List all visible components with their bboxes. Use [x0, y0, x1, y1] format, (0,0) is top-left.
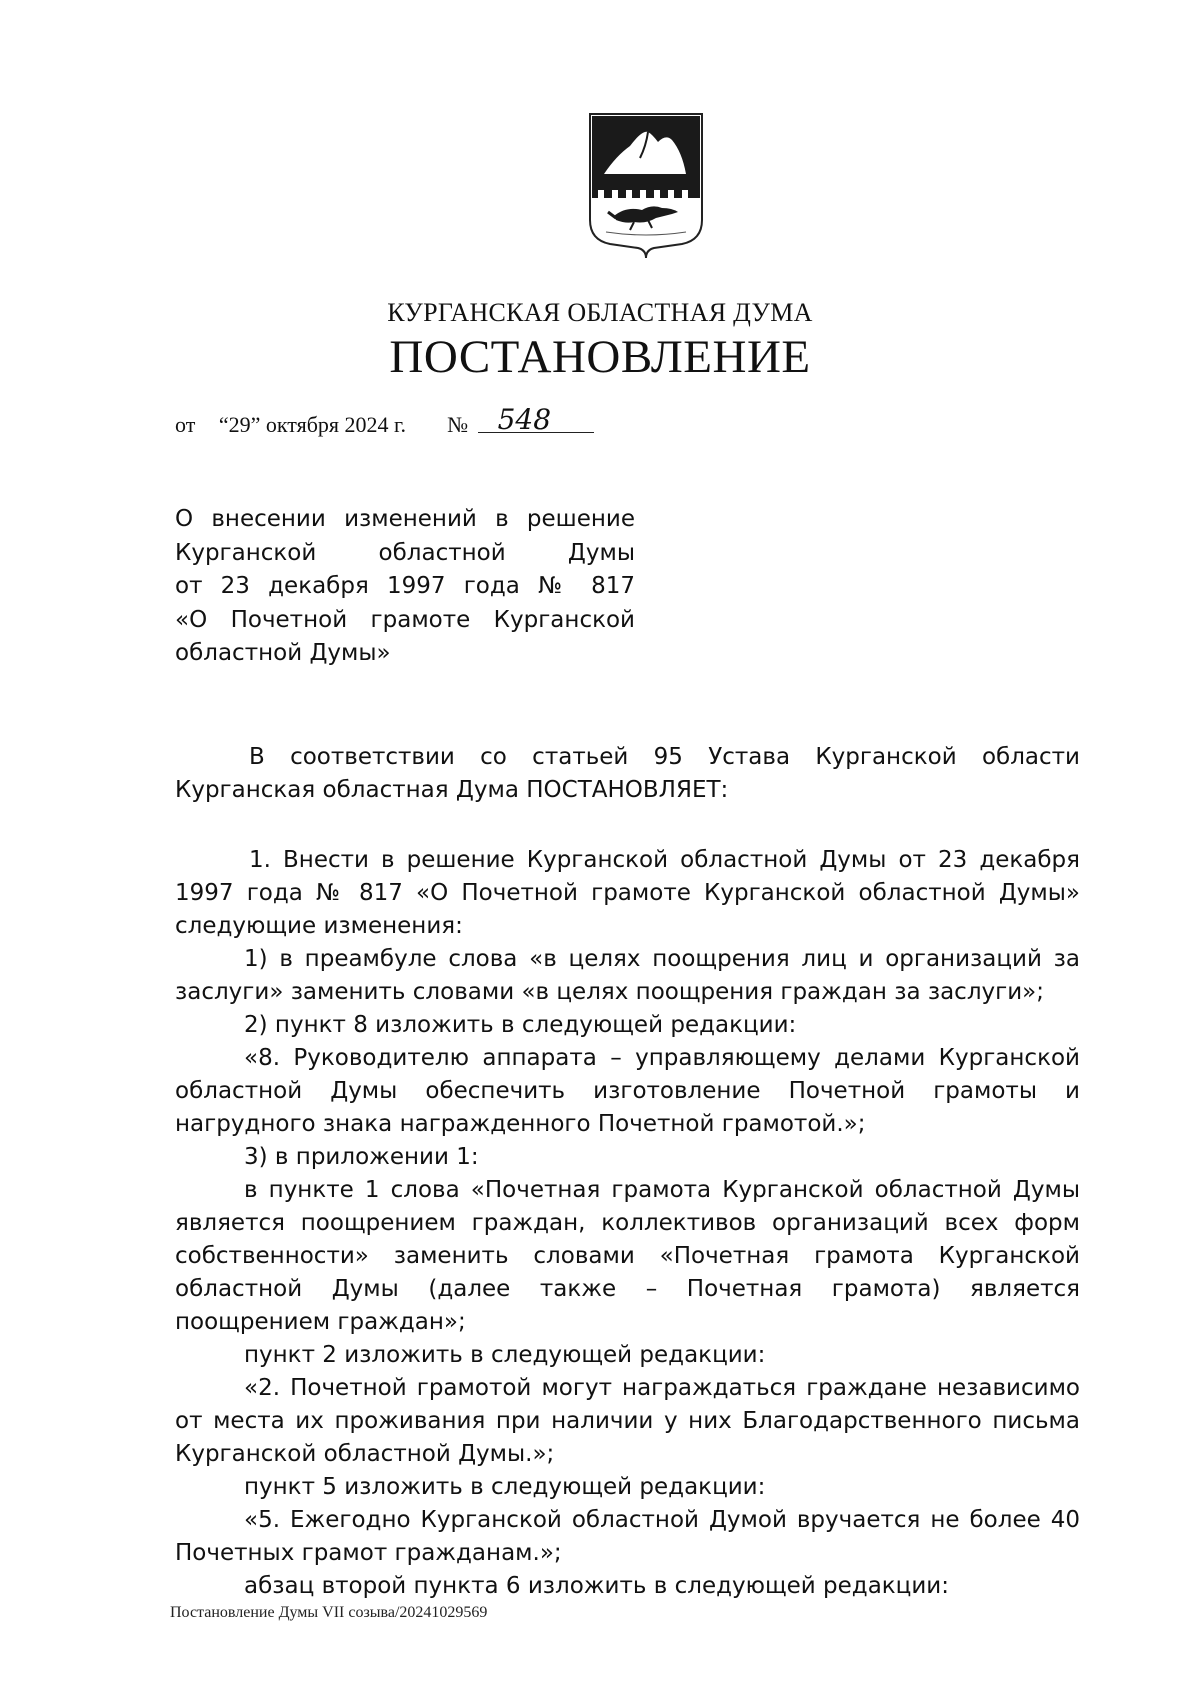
preamble-paragraph: В соответствии со статьей 95 Устава Курганской области Курганская областная Дума ПОСТАНОВЛЯЕТ:: [175, 744, 1080, 803]
body-paragraph: 3) в приложении 1:: [244, 1144, 479, 1170]
document-footer: Постановление Думы VII созыва/20241029569: [170, 1604, 488, 1621]
body-paragraph: абзац второй пункта 6 изложить в следующей редакции:: [244, 1573, 949, 1599]
document-subject-title: [175, 503, 635, 671]
document-date: “29” октября 2024 г.: [218, 412, 407, 437]
body-paragraph: 1. Внести в решение Курганской областной Думы от 23 декабря 1997 года № 817 «О Почетной грамоте Курганской областной Думы» следующие изменения:: [175, 847, 1080, 939]
body-paragraph: «5. Ежегодно Курганской областной Думой вручается не более 40 Почетных грамот гражданам.»;: [175, 1507, 1080, 1566]
title-line: областной Думы»: [175, 640, 391, 666]
title-line: «О Почетной грамоте Курганской: [175, 606, 635, 633]
document-type-title: ПОСТАНОВЛЕНИЕ: [389, 331, 811, 383]
number-sign: №: [447, 412, 469, 437]
body-paragraph: пункт 2 изложить в следующей редакции:: [244, 1342, 766, 1368]
body-paragraph: «8. Руководителю аппарата – управляющему делами Курганской областной Думы обеспечить изготовление Почетной грамоты и нагрудного знака награжденного Почетной грамотой.»;: [175, 1045, 1080, 1137]
body-paragraph: 1) в преамбуле слова «в целях поощрения лиц и организаций за заслуги» заменить словами «в целях поощрения граждан за заслуги»;: [175, 946, 1080, 1005]
date-prefix: от: [175, 412, 196, 437]
body-paragraph: 2) пункт 8 изложить в следующей редакции:: [244, 1012, 797, 1038]
title-line: Курганской областной Думы: [175, 539, 635, 566]
title-line: от 23 декабря 1997 года № 817: [175, 573, 635, 599]
body-paragraph: в пункте 1 слова «Почетная грамота Курганской областной Думы является поощрением граждан, коллективов организаций всех форм собственности» заменить словами «Почетная грамота Курганской областной Думы (далее также – Почетная грамота) является поощрением граждан»;: [175, 1177, 1080, 1335]
date-number-line: [175, 403, 594, 438]
body-paragraph: «2. Почетной грамотой могут награждаться граждане независимо от места их проживания при наличии у них Благодарственного письма Курганской областной Думы.»;: [175, 1375, 1080, 1467]
organization-name: КУРГАНСКАЯ ОБЛАСТНАЯ ДУМА: [387, 298, 813, 327]
document-number-handwritten: 548: [478, 408, 594, 433]
body-paragraph: пункт 5 изложить в следующей редакции:: [244, 1474, 766, 1500]
document-body: [175, 741, 1080, 1603]
title-line: О внесении изменений в решение: [175, 506, 635, 532]
coat-of-arms-emblem: [586, 112, 706, 260]
